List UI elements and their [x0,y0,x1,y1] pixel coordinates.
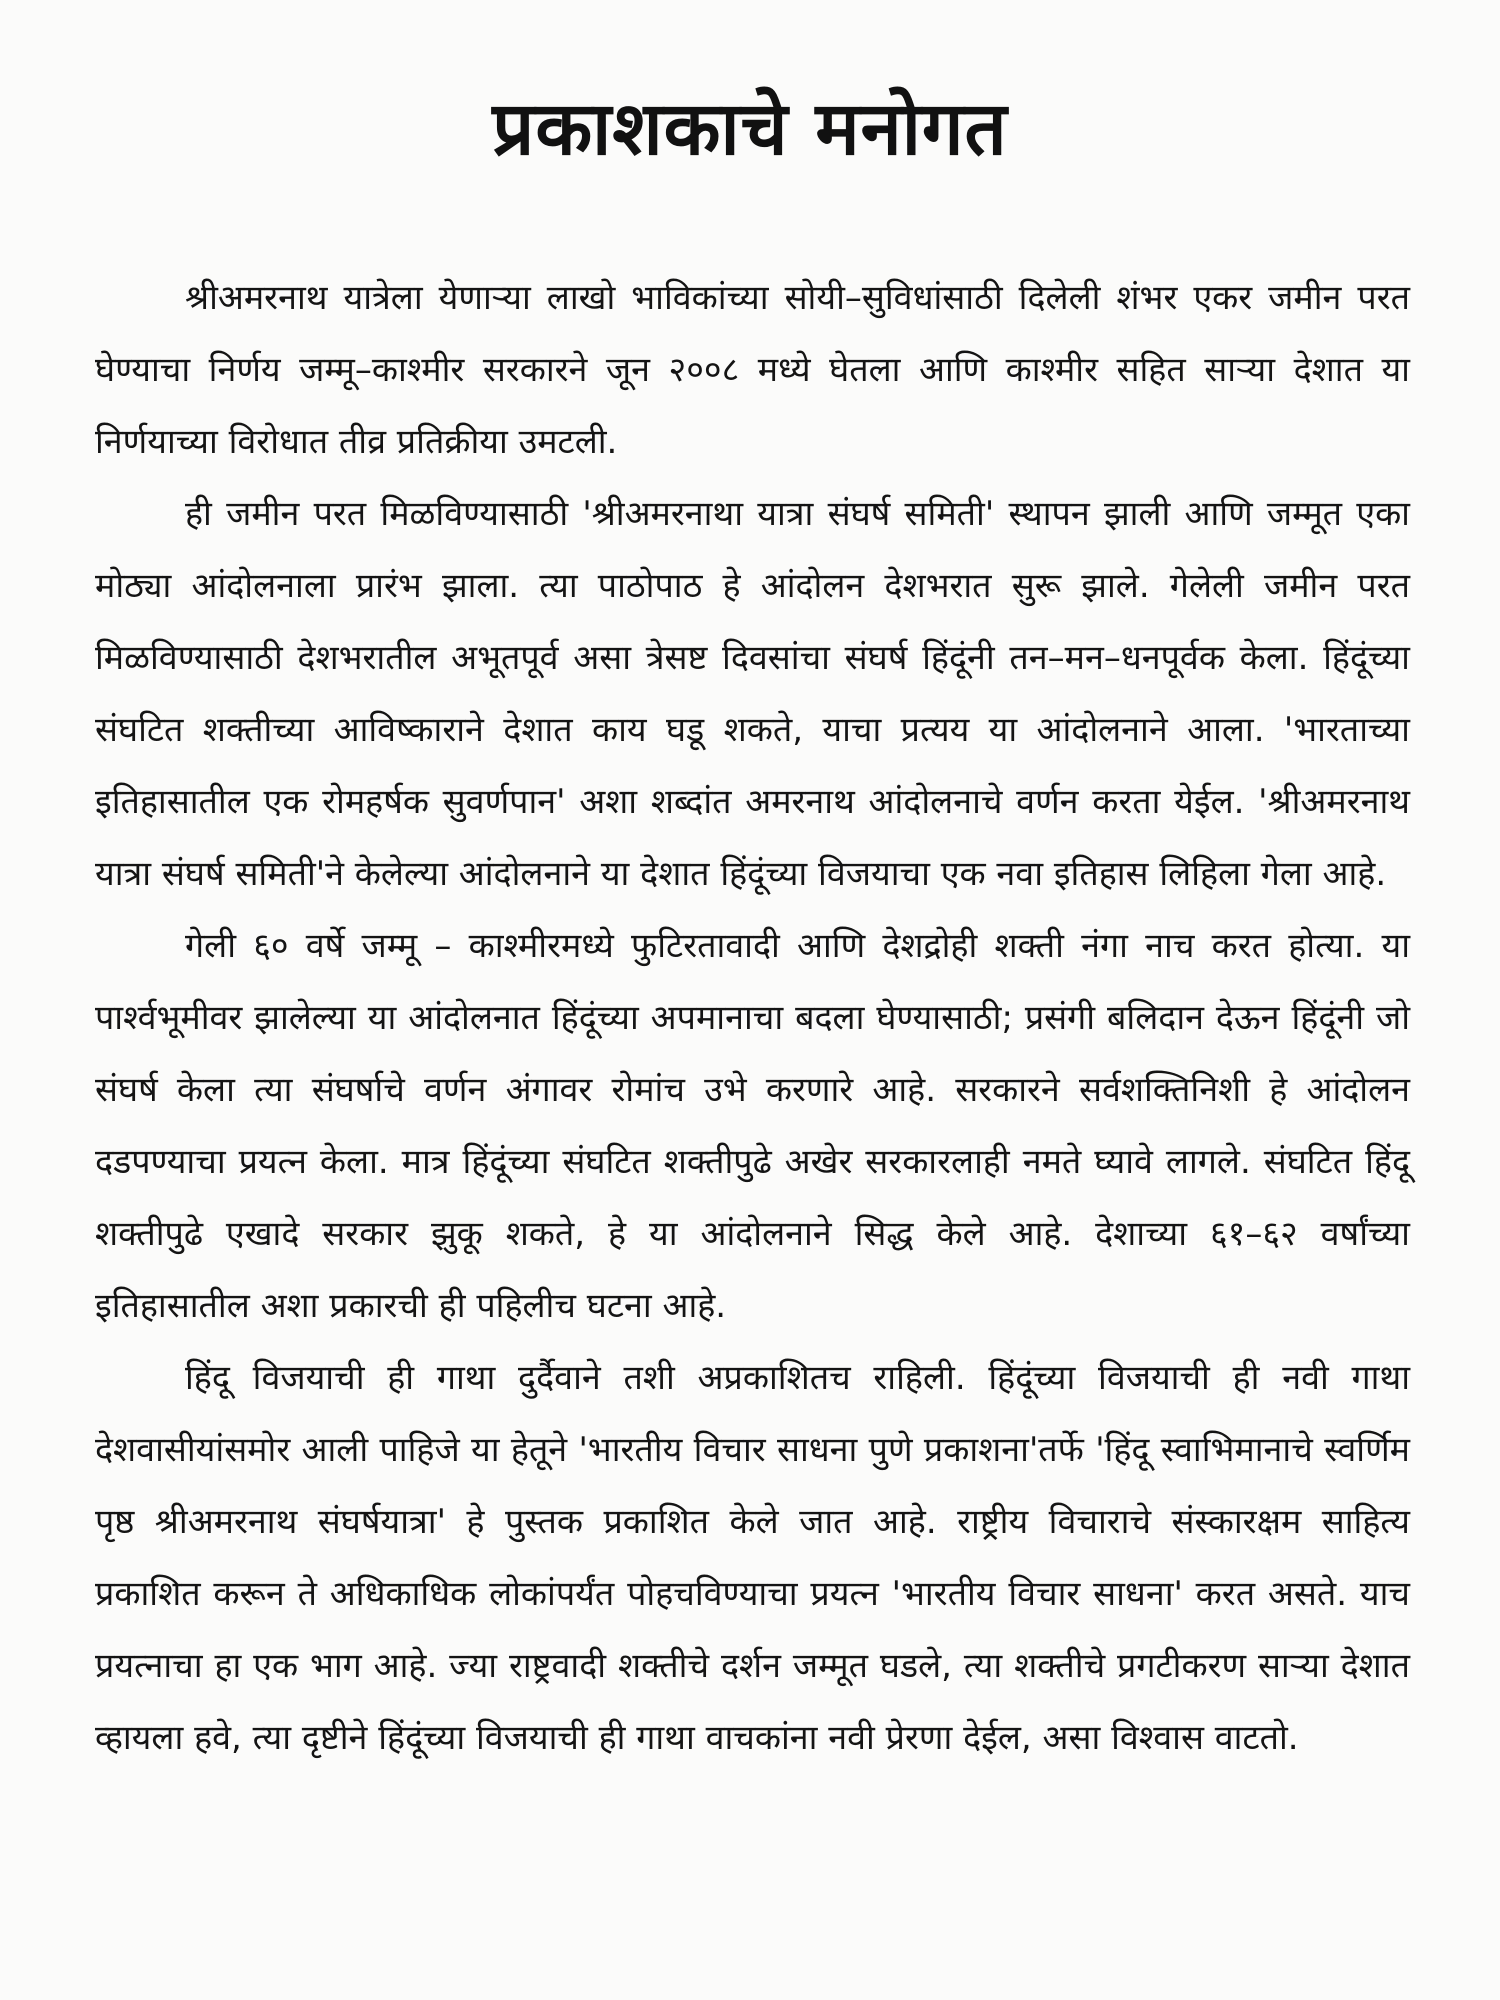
document-body [95,262,1410,1774]
paragraph-1: श्रीअमरनाथ यात्रेला येणाऱ्या लाखो भाविकांच्या सोयी–सुविधांसाठी दिलेली शंभर एकर जमीन परत घेण्याचा निर्णय जम्मू–काश्मीर सरकारने जून २००८ मध्ये घेतला आणि काश्मीर सहित साऱ्या देशात या निर्णयाच्या विरोधात तीव्र प्रतिक्रीया उमटली. [95,278,1410,462]
page-title: प्रकाशकाचे मनोगत [492,86,1008,172]
paragraph-2: ही जमीन परत मिळविण्यासाठी 'श्रीअमरनाथा यात्रा संघर्ष समिती' स्थापन झाली आणि जम्मूत एका मोठ्या आंदोलनाला प्रारंभ झाला. त्या पाठोपाठ हे आंदोलन देशभरात सुरू झाले. गेलेली जमीन परत मिळविण्यासाठी देशभरातील अभूतपूर्व असा त्रेसष्ट दिवसांचा संघर्ष हिंदूंनी तन–मन–धनपूर्वक केला. हिंदूंच्या संघटित शक्तीच्या आविष्काराने देशात काय घडू शकते, याचा प्रत्यय या आंदोलनाने आला. 'भारताच्या इतिहासातील एक रोमहर्षक सुवर्णपान' अशा शब्दांत अमरनाथ आंदोलनाचे वर्णन करता येईल. 'श्रीअमरनाथ यात्रा संघर्ष समिती'ने केलेल्या आंदोलनाने या देशात हिंदूंच्या विजयाचा एक नवा इतिहास लिहिला गेला आहे. [95,494,1410,894]
paragraph-3: गेली ६० वर्षे जम्मू – काश्मीरमध्ये फुटिरतावादी आणि देशद्रोही शक्ती नंगा नाच करत होत्या. या पार्श्वभूमीवर झालेल्या या आंदोलनात हिंदूंच्या अपमानाचा बदला घेण्यासाठी; प्रसंगी बलिदान देऊन हिंदूंनी जो संघर्ष केला त्या संघर्षाचे वर्णन अंगावर रोमांच उभे करणारे आहे. सरकारने सर्वशक्तिनिशी हे आंदोलन दडपण्याचा प्रयत्न केला. मात्र हिंदूंच्या संघटित शक्तीपुढे अखेर सरकारलाही नमते घ्यावे लागले. संघटित हिंदू शक्तीपुढे एखादे सरकार झुकू शकते, हे या आंदोलनाने सिद्ध केले आहे. देशाच्या ६१–६२ वर्षांच्या इतिहासातील अशा प्रकारची ही पहिलीच घटना आहे. [95,926,1410,1326]
paragraph-4: हिंदू विजयाची ही गाथा दुर्दैवाने तशी अप्रकाशितच राहिली. हिंदूंच्या विजयाची ही नवी गाथा देशवासीयांसमोर आली पाहिजे या हेतूने 'भारतीय विचार साधना पुणे प्रकाशना'तर्फे 'हिंदू स्वाभिमानाचे स्वर्णिम पृष्ठ श्रीअमरनाथ संघर्षयात्रा' हे पुस्तक प्रकाशित केले जात आहे. राष्ट्रीय विचाराचे संस्कारक्षम साहित्य प्रकाशित करून ते अधिकाधिक लोकांपर्यंत पोहचविण्याचा प्रयत्न 'भारतीय विचार साधना' करत असते. याच प्रयत्नाचा हा एक भाग आहे. ज्या राष्ट्रवादी शक्तीचे दर्शन जम्मूत घडले, त्या शक्तीचे प्रगटीकरण साऱ्या देशात व्हायला हवे, त्या दृष्टीने हिंदूंच्या विजयाची ही गाथा वाचकांना नवी प्रेरणा देईल, असा विश्वास वाटतो. [95,1358,1410,1758]
